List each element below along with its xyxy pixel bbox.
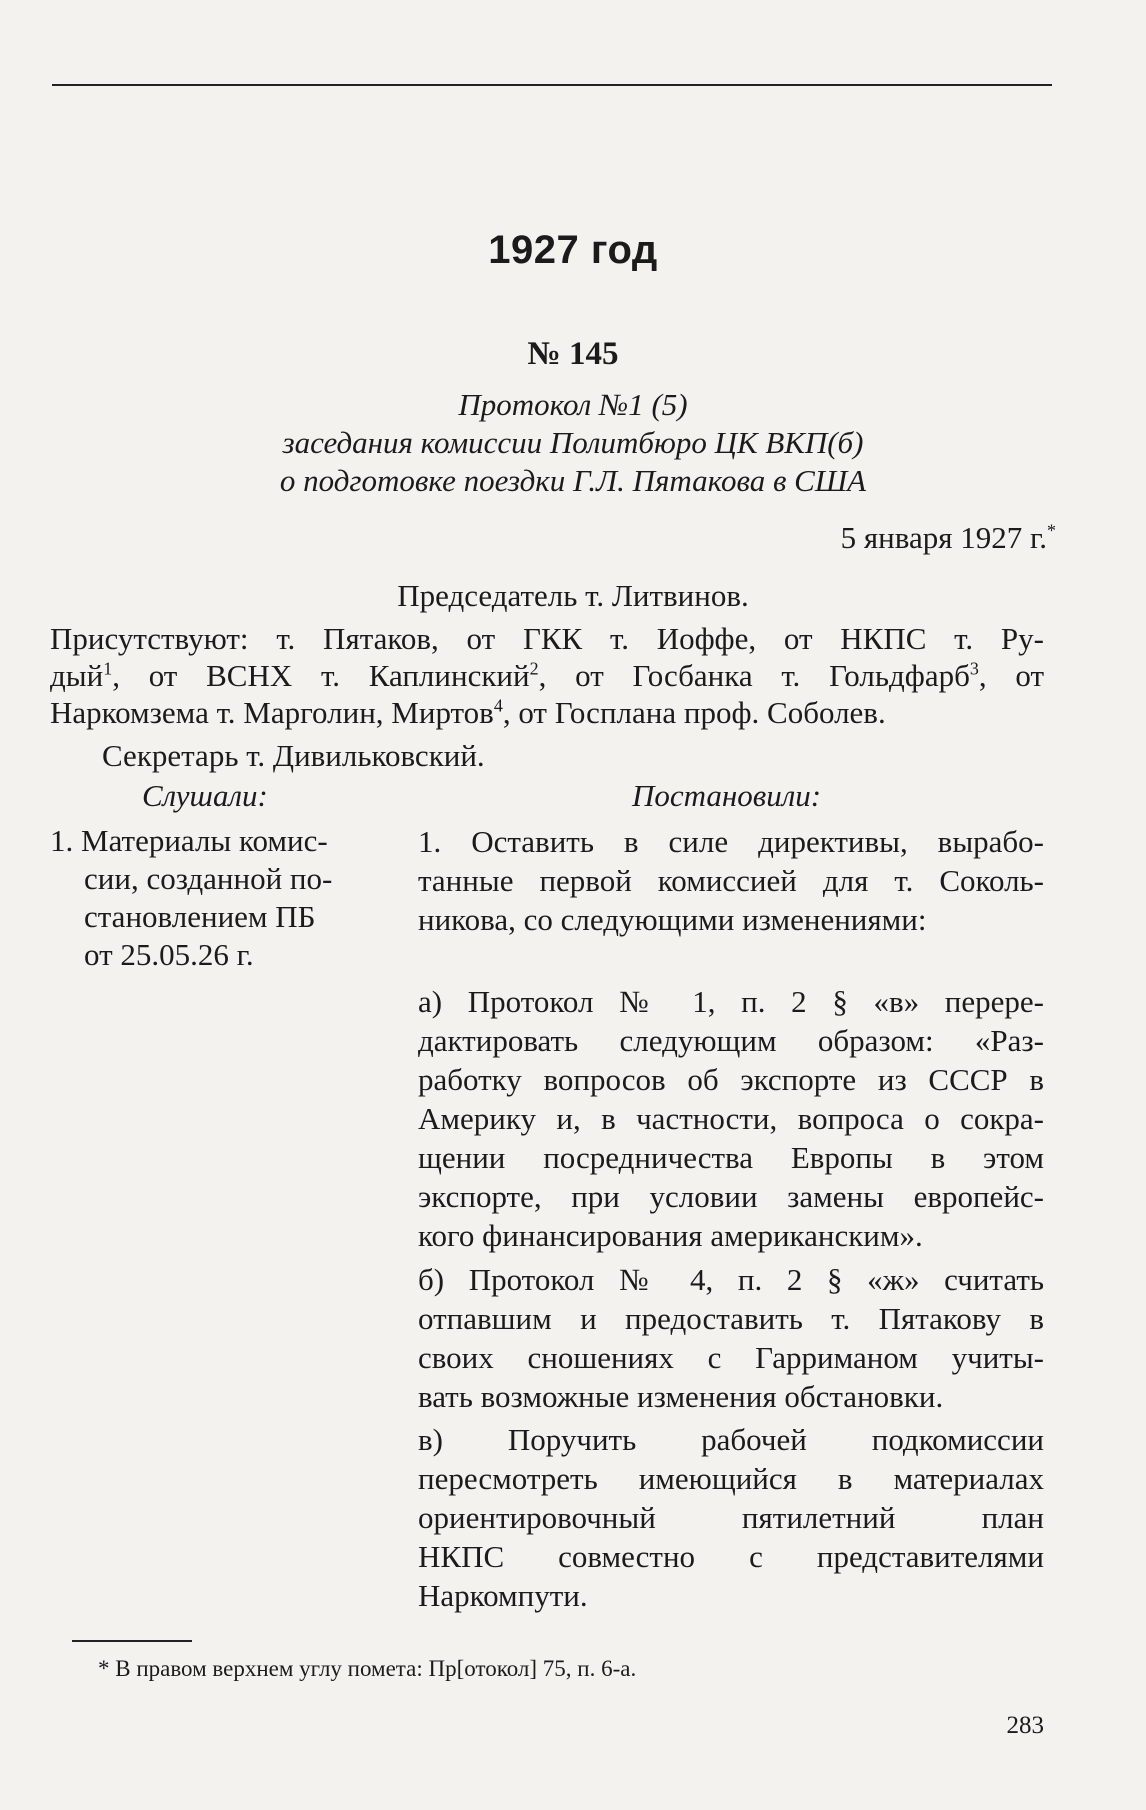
resolution-line: кого финансирования американским».	[418, 1218, 923, 1253]
resolution-item-b	[418, 1260, 1044, 1416]
heard-line: 1. Материалы комис-	[50, 823, 328, 858]
date-text: 5 января 1927 г.	[840, 520, 1047, 555]
footnote: * В правом верхнем углу помета: Пр[отокол] 75, п. 6-а.	[98, 1656, 637, 1681]
attendees-text: , от	[978, 658, 1045, 693]
footnote-ref: 2	[529, 658, 539, 679]
attendees-line	[50, 620, 1044, 657]
chairman-line: Председатель т. Литвинов.	[397, 578, 749, 613]
attendees-text: , от Госплана проф. Соболев.	[502, 695, 886, 730]
resolution-item-a	[418, 982, 1044, 1255]
resolution-intro	[418, 822, 1044, 939]
title-line: Протокол №1 (5)	[458, 387, 688, 422]
footnote-rule	[72, 1640, 192, 1642]
resolution-line: танные первой комиссией для т. Соколь-	[418, 863, 1044, 898]
resolution-line: экспорте, при условии замены европейс-	[418, 1179, 1044, 1214]
attendees-text: Присутствуют: т. Пятаков, от ГКК т. Иоффе, от НКПС т. Ру-	[50, 621, 1044, 656]
footnote-ref: 4	[493, 695, 503, 716]
resolution-line: б) Протокол № 4, п. 2 § «ж» считать	[418, 1262, 1044, 1297]
attendees-text: , от ВСНХ т. Каплинский	[112, 658, 530, 693]
attendees-text: дый	[50, 658, 104, 693]
title-line: о подготовке поездки Г.Л. Пятакова в США	[279, 463, 867, 498]
resolution-line: в) Поручить рабочей подкомиссии	[418, 1422, 1044, 1457]
resolution-line: Америку и, в частности, вопроса о сокра-	[418, 1101, 1044, 1136]
attendees-paragraph	[50, 620, 1044, 731]
page-number: 283	[1006, 1712, 1044, 1739]
resolution-line: а) Протокол № 1, п. 2 § «в» перере-	[418, 984, 1044, 1019]
attendees-line	[50, 657, 1044, 694]
year-heading: 1927 год	[488, 228, 658, 272]
attendees-text: Наркомзема т. Марголин, Миртов	[50, 695, 494, 730]
footnote-ref: 1	[103, 658, 113, 679]
resolution-line: 1. Оставить в силе директивы, вырабо-	[418, 824, 1044, 859]
resolution-item-v	[418, 1420, 1044, 1615]
resolution-line: работку вопросов об экспорте из СССР в	[418, 1062, 1044, 1097]
heard-item	[50, 822, 332, 974]
date-footnote-mark: *	[1047, 520, 1056, 541]
resolution-line: дактировать следующим образом: «Раз-	[418, 1023, 1044, 1058]
resolved-column-heading: Постановили:	[632, 778, 822, 813]
document-number: № 145	[527, 336, 619, 372]
resolution-line: никова, со следующими изменениями:	[418, 902, 927, 937]
secretary-line: Секретарь т. Дивильковский.	[102, 738, 485, 773]
heard-line: становлением ПБ	[84, 899, 316, 934]
title-line: заседания комиссии Политбюро ЦК ВКП(б)	[282, 425, 864, 460]
document-title	[0, 386, 1146, 500]
attendees-line	[50, 694, 1044, 731]
resolution-line: ориентировочный пятилетний план	[418, 1500, 1044, 1535]
resolution-line: отпавшим и предоставить т. Пятакову в	[418, 1301, 1044, 1336]
resolution-line: своих сношениях с Гарриманом учиты-	[418, 1340, 1044, 1375]
attendees-text: , от Госбанка т. Гольдфарб	[538, 658, 970, 693]
document-date	[841, 520, 1056, 556]
heard-line: сии, созданной по-	[84, 861, 333, 896]
heard-column-heading: Слушали:	[142, 778, 268, 813]
resolution-line: щении посредничества Европы в этом	[418, 1140, 1044, 1175]
footnote-ref: 3	[969, 658, 979, 679]
resolution-line: вать возможные изменения обстановки.	[418, 1379, 944, 1414]
resolution-line: Наркомпути.	[418, 1578, 588, 1613]
top-rule	[52, 84, 1052, 86]
resolution-line: НКПС совместно с представителями	[418, 1539, 1044, 1574]
heard-line: от 25.05.26 г.	[84, 937, 254, 972]
resolution-line: пересмотреть имеющийся в материалах	[418, 1461, 1044, 1496]
